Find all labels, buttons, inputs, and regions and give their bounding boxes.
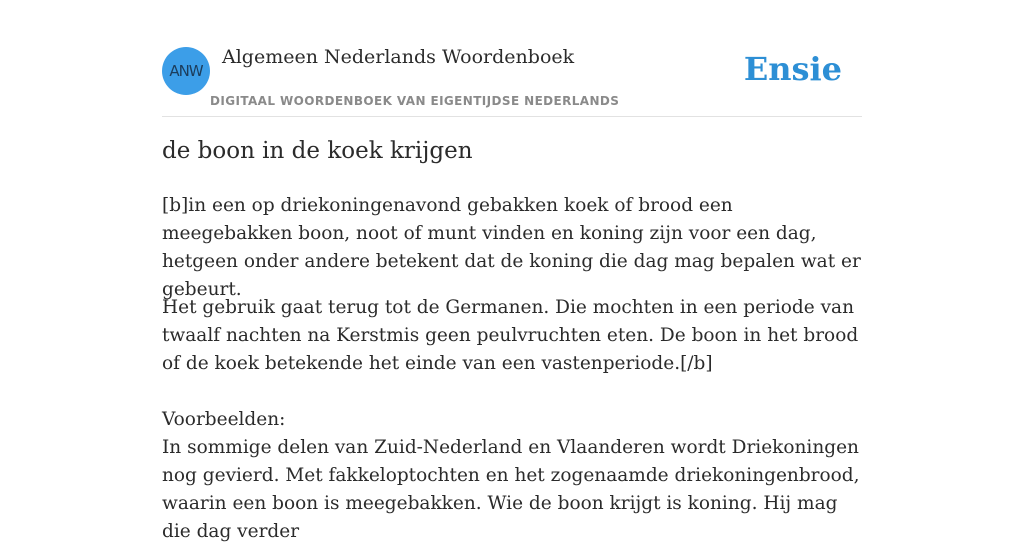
site-title[interactable]: Algemeen Nederlands Woordenboek xyxy=(222,46,575,68)
examples-paragraph: Voorbeelden: In sommige delen van Zuid-Nederland en Vlaanderen wordt Driekoningen nog gevierd. Met fakkeloptochten en het zogenaamde driekoningenbrood, waarin een boon is meegebakken. Wie de boon krijgt is koning. Hij mag die dag verder xyxy=(162,409,860,542)
ensie-logo[interactable]: Ensie xyxy=(743,50,842,88)
page xyxy=(162,0,862,542)
history-paragraph: Het gebruik gaat terug tot de Germanen. Die mochten in een periode van twaalf nachten na Kerstmis geen peulvruchten eten. De boon in het brood of de koek betekende het einde van een vastenperiode.[/b] xyxy=(162,297,859,374)
site-subtitle: DIGITAAL WOORDENBOEK VAN EIGENTIJDSE NEDERLANDS xyxy=(210,94,620,108)
site-header xyxy=(162,40,862,117)
entry-title: de boon in de koek krijgen xyxy=(162,138,473,164)
definition-paragraph: [b]in een op driekoningenavond gebakken koek of brood een meegebakken boon, noot of munt vinden en koning zijn voor een dag, hetgeen onder andere betekent dat de koning die dag mag bepalen wat er gebeurt. xyxy=(162,195,861,300)
anw-logo[interactable]: ANW xyxy=(162,47,210,95)
